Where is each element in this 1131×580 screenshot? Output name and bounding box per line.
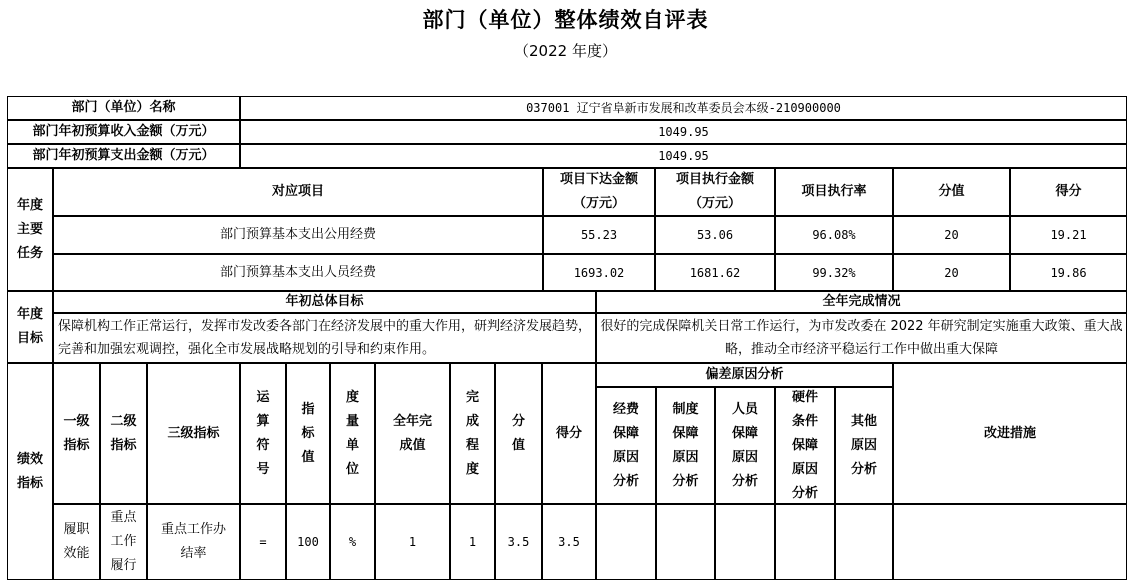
task-row-score-value: 20	[893, 254, 1010, 291]
ind-row-dev-personnel	[715, 504, 775, 580]
ind-row-score-value: 3.5	[495, 504, 542, 580]
ind-row-dev-other	[835, 504, 893, 580]
task-row-item: 部门预算基本支出公用经费	[53, 216, 543, 254]
ind-row-improvement	[893, 504, 1127, 580]
task-row-executed: 1681.62	[655, 254, 775, 291]
income-value: 1049.95	[240, 120, 1127, 144]
ind-header-level2: 二级 指标	[100, 363, 147, 504]
ind-row-dev-hardware	[775, 504, 835, 580]
ind-header-target: 指 标 值	[286, 363, 330, 504]
ind-header-dev-system: 制度 保障 原因 分析	[656, 387, 715, 504]
ind-header-level3: 三级指标	[147, 363, 240, 504]
task-row-rate: 99.32%	[775, 254, 893, 291]
ind-header-level1: 一级 指标	[53, 363, 100, 504]
ind-header-annual: 全年完 成值	[375, 363, 450, 504]
task-row-issued: 1693.02	[543, 254, 655, 291]
goals-initial-text: 保障机构工作正常运行，发挥市发改委各部门在经济发展中的重大作用，研判经济发展趋势，完善和加强宏观调控，强化全市发展战略规划的引导和约束作用。	[53, 313, 596, 363]
goals-completion-text: 很好的完成保障机关日常工作运行，为市发改委在 2022 年研究制定实施重大政策、重大战略，推动全市经济平稳运行工作中做出重大保障	[596, 313, 1127, 363]
ind-row-completion: 1	[450, 504, 495, 580]
tasks-header-score-value: 分值	[893, 168, 1010, 216]
ind-row-unit: %	[330, 504, 375, 580]
task-row-score: 19.21	[1010, 216, 1127, 254]
ind-header-dev-hardware: 硬件 条件 保障 原因 分析	[775, 387, 835, 504]
task-row-score-value: 20	[893, 216, 1010, 254]
goals-side-label: 年度 目标	[7, 291, 53, 363]
dept-name-value: 037001 辽宁省阜新市发展和改革委员会本级-210900000	[240, 96, 1127, 120]
dept-name-label: 部门（单位）名称	[7, 96, 240, 120]
expense-value: 1049.95	[240, 144, 1127, 168]
expense-label: 部门年初预算支出金额（万元）	[7, 144, 240, 168]
task-row-item: 部门预算基本支出人员经费	[53, 254, 543, 291]
tasks-header-score: 得分	[1010, 168, 1127, 216]
ind-row-target: 100	[286, 504, 330, 580]
ind-row-operator: =	[240, 504, 286, 580]
page-title: 部门（单位）整体绩效自评表	[422, 8, 709, 32]
goals-initial-header: 年初总体目标	[53, 291, 596, 313]
evaluation-table	[8, 97, 1127, 580]
indicators-side-label: 绩效 指标	[7, 363, 53, 580]
tasks-header-item: 对应项目	[53, 168, 543, 216]
ind-row-score: 3.5	[542, 504, 596, 580]
ind-row-dev-funding	[596, 504, 656, 580]
ind-header-score-value: 分 值	[495, 363, 542, 504]
page-subtitle: （2022 年度）	[514, 42, 617, 60]
ind-header-deviation: 偏差原因分析	[596, 363, 893, 387]
tasks-header-rate: 项目执行率	[775, 168, 893, 216]
ind-header-completion: 完 成 程 度	[450, 363, 495, 504]
ind-header-dev-funding: 经费 保障 原因 分析	[596, 387, 656, 504]
task-row-executed: 53.06	[655, 216, 775, 254]
tasks-header-executed: 项目执行金额 （万元）	[655, 168, 775, 216]
task-row-issued: 55.23	[543, 216, 655, 254]
ind-row-annual: 1	[375, 504, 450, 580]
ind-header-dev-other: 其他 原因 分析	[835, 387, 893, 504]
ind-header-improvement: 改进措施	[893, 363, 1127, 504]
ind-row-level1: 履职 效能	[53, 504, 100, 580]
ind-row-level2: 重点 工作 履行	[100, 504, 147, 580]
ind-header-unit: 度 量 单 位	[330, 363, 375, 504]
goals-completion-header: 全年完成情况	[596, 291, 1127, 313]
tasks-header-issued: 项目下达金额 （万元）	[543, 168, 655, 216]
ind-row-dev-system	[656, 504, 715, 580]
tasks-side-label: 年度 主要 任务	[7, 168, 53, 291]
ind-header-score: 得分	[542, 363, 596, 504]
income-label: 部门年初预算收入金额（万元）	[7, 120, 240, 144]
task-row-score: 19.86	[1010, 254, 1127, 291]
task-row-rate: 96.08%	[775, 216, 893, 254]
ind-header-operator: 运 算 符 号	[240, 363, 286, 504]
ind-row-level3: 重点工作办 结率	[147, 504, 240, 580]
ind-header-dev-personnel: 人员 保障 原因 分析	[715, 387, 775, 504]
